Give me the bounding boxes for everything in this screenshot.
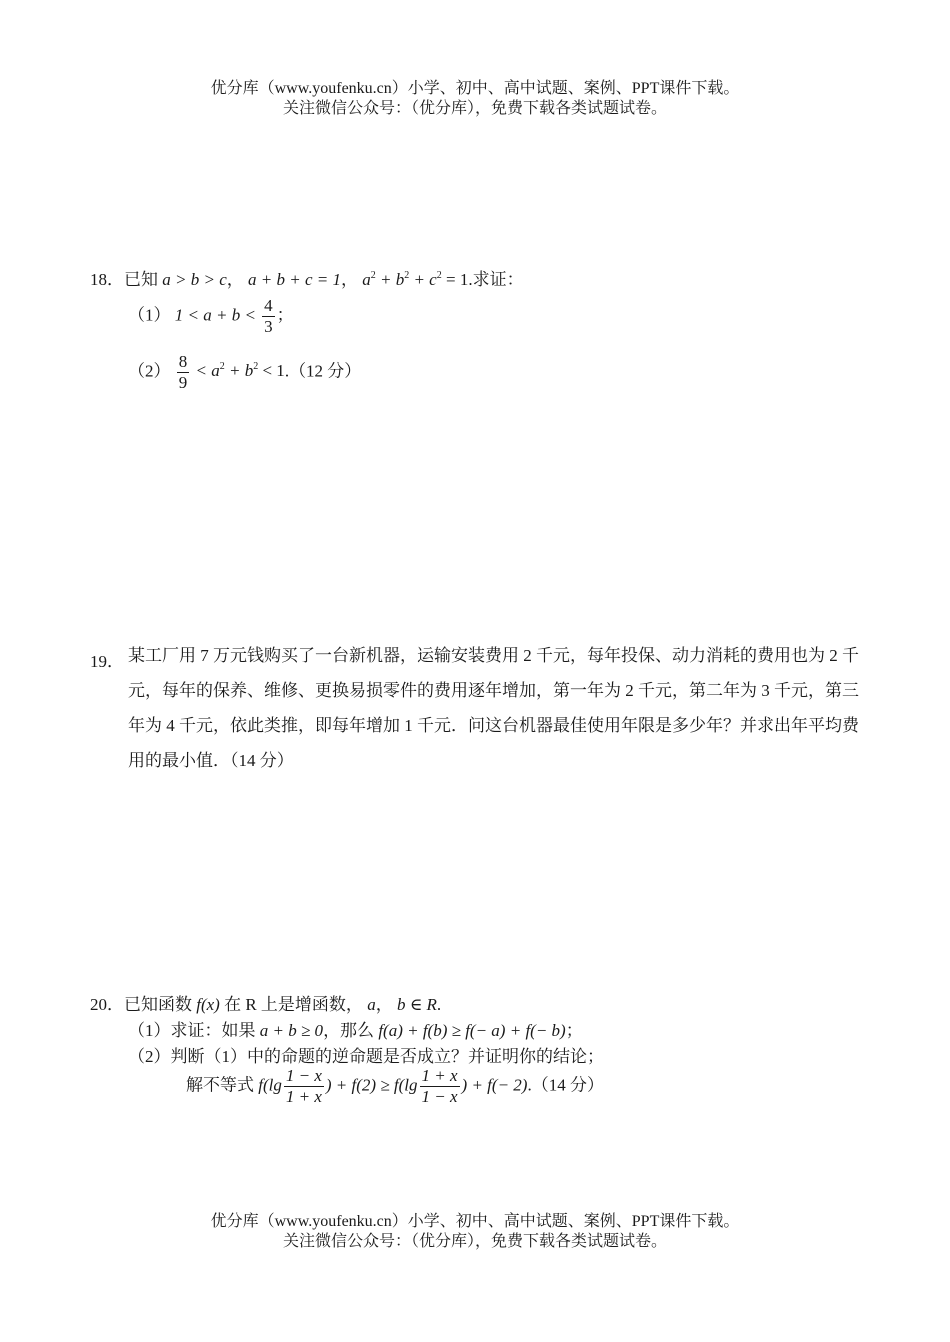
q18-p2-inequality: < $a^2 + b^2 < 1$ [195,361,285,381]
q18-fraction-8-9: $\frac{8}{9}$ [178,352,188,392]
q18-sep2: ， [340,270,358,289]
header-line-2: 关注微信公众号：（优分库），免费下载各类试题试卷。 [282,100,667,117]
q18-stem [90,265,524,290]
q20-part-3: 解不等式 f(lg $\frac{1 - x}{1 + x}$ ) + f(2) ≥ f(lg $\frac{1 + x}{1 - x}$ ) + f(− 2).（14 分） [186,1066,604,1106]
q20-stem: 20．已知函数 f(x) 在 R 上是增函数， a， b ∈ R. [90,995,442,1014]
page-header [0,79,950,119]
footer-line-1: 优分库（www.youfenku.cn）小学、初中、高中试题、案例、PPT课件下载。 [210,1213,740,1230]
q20-fx: f(x) [196,995,220,1014]
q20-part-2: （2）判断（1）中的命题的逆命题是否成立？并证明你的结论； [128,1047,604,1066]
q18-tail: .求证： [468,270,524,289]
q20-part-1: （1）求证：如果 a + b ≥ 0，那么 f(a) + f(b) ≥ f(− a) + f(− b)； [128,1021,583,1040]
q20-fraction-2: $\frac{1 + x}{1 - x}$ [421,1066,458,1106]
q19-text: 某工厂用 7 万元钱购买了一台新机器，运输安装费用 2 千元，每年投保、动力消耗的费用也为 2 千元，每年的保养、维修、更换易损零件的费用逐年增加，第一年为 2 千元，第二年为 3 千元，第三年为 4 千元，依此类推，即每年增加 1 千元．问这台机器最佳使用年限是多少年？并求出年平均费用的最小值．（14 分） [128,646,859,770]
footer-line-2: 关注微信公众号：（优分库），免费下载各类试题试卷。 [282,1233,667,1250]
q18-number: 18． [90,270,124,289]
q18-cond1: a > b > c [162,270,227,289]
page-footer [0,1212,950,1252]
q18-intro: 已知 [124,270,158,289]
header-line-1: 优分库（www.youfenku.cn）小学、初中、高中试题、案例、PPT课件下载。 [210,80,740,97]
q18-part-1: （1） 1 < a + b < $\frac{4}{3}$ ； [128,296,294,336]
q19-number: 19． [90,652,124,671]
q20-fraction-1: $\frac{1 - x}{1 + x}$ [285,1066,322,1106]
q18-sep1: ， [226,270,244,289]
q18-cond2: a + b + c = 1 [248,270,341,289]
q18-part-2: （2） $\frac{8}{9}$ < $a^2 + b^2 < 1.(12$ 分） [128,352,362,392]
q18-p1-inequality: 1 < a + b < [174,305,256,325]
q18-fraction-4-3: $\frac{4}{3}$ [264,296,273,336]
q18-cond3: $a^2 + b^2 + c^2 = 1$ [362,270,469,289]
q20-number: 20． [90,995,124,1014]
